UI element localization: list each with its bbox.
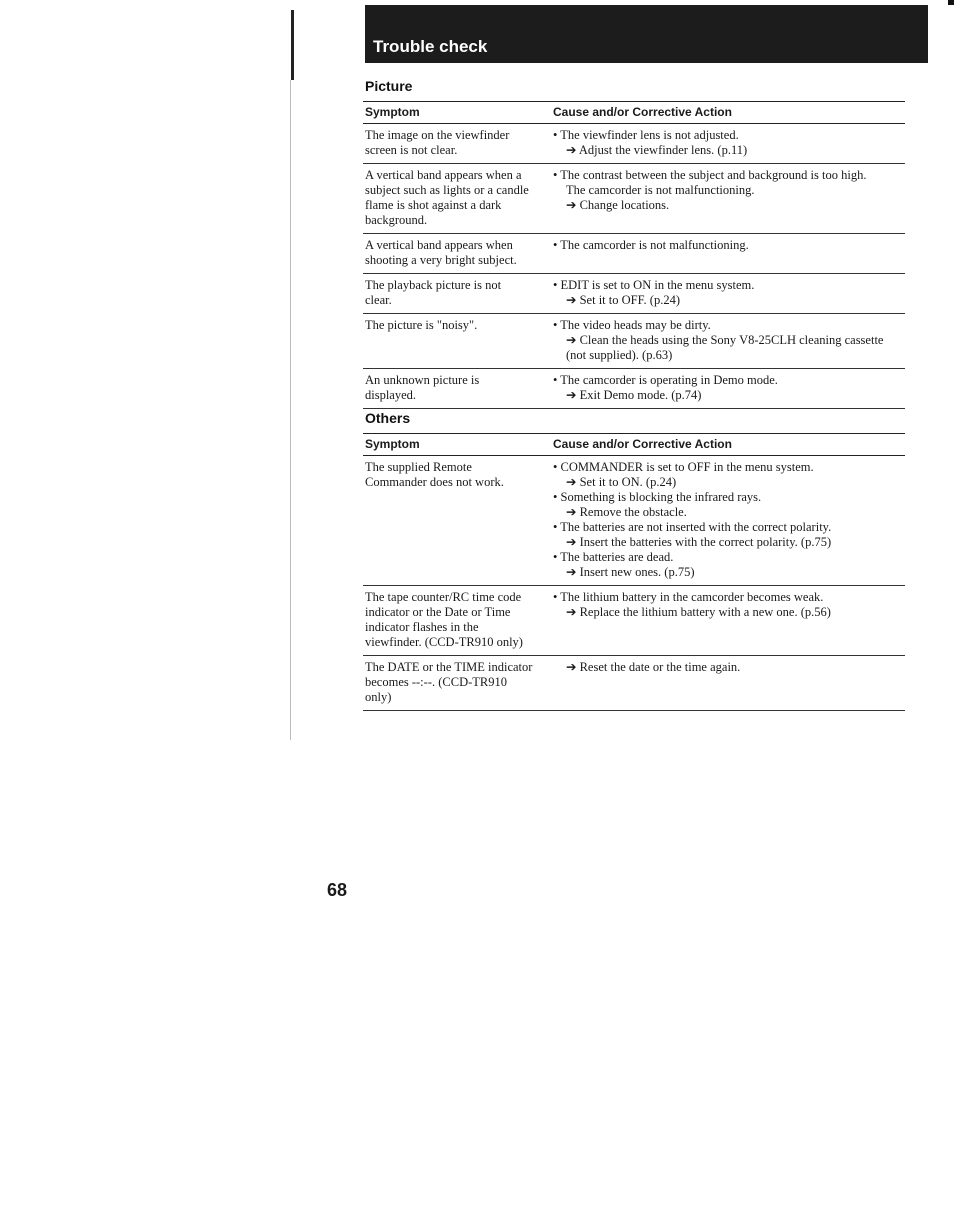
symptom-line: clear. <box>365 293 392 307</box>
corrective-action-line: ➔ Set it to OFF. (p.24) <box>566 293 680 307</box>
symptom-line: The image on the viewfinder <box>365 128 510 142</box>
symptom-line: An unknown picture is <box>365 373 480 387</box>
symptom-line: The supplied Remote <box>365 460 472 474</box>
symptom-cell <box>363 314 551 369</box>
table-row <box>363 274 905 314</box>
symptom-line: displayed. <box>365 388 417 402</box>
cause-column-header: Cause and/or Corrective Action <box>551 102 905 124</box>
symptom-line: screen is not clear. <box>365 143 458 157</box>
table-row <box>363 234 905 274</box>
action-cell <box>551 234 905 274</box>
corrective-action-line: ➔ Insert the batteries with the correct polarity. (p.75) <box>566 535 832 549</box>
symptom-column-header: Symptom <box>363 102 551 124</box>
cause-line: • EDIT is set to ON in the menu system. <box>553 278 755 292</box>
symptom-line: becomes --:--. (CCD-TR910 <box>365 675 507 689</box>
action-cell <box>551 124 905 164</box>
corrective-action-line: ➔ Clean the heads using the Sony V8-25CLH cleaning cassette <box>566 333 884 347</box>
symptom-line: Commander does not work. <box>365 475 504 489</box>
symptom-line: indicator or the Date or Time <box>365 605 511 619</box>
corrective-action-line: ➔ Replace the lithium battery with a new one. (p.56) <box>566 605 831 619</box>
table-row <box>363 586 905 656</box>
picture-table-body <box>363 124 905 409</box>
symptom-line: background. <box>365 213 428 227</box>
cause-line: • The batteries are dead. <box>553 550 674 564</box>
corrective-action-line: ➔ Set it to ON. (p.24) <box>566 475 677 489</box>
symptom-cell <box>363 656 551 711</box>
others-table <box>363 433 905 711</box>
cause-line: • The video heads may be dirty. <box>553 318 711 332</box>
binding-shadow <box>290 80 291 740</box>
symptom-line: The tape counter/RC time code <box>365 590 522 604</box>
corrective-action-line: ➔ Exit Demo mode. (p.74) <box>566 388 702 402</box>
symptom-cell <box>363 456 551 586</box>
symptom-line: The playback picture is not <box>365 278 502 292</box>
symptom-cell <box>363 234 551 274</box>
cause-line: • Something is blocking the infrared rays. <box>553 490 762 504</box>
symptom-line: subject such as lights or a candle <box>365 183 529 197</box>
symptom-line: shooting a very bright subject. <box>365 253 517 267</box>
symptom-line: only) <box>365 690 392 704</box>
action-cell <box>551 586 905 656</box>
action-cell <box>551 274 905 314</box>
corrective-action-line: ➔ Insert new ones. (p.75) <box>566 565 695 579</box>
corrective-action-line: ➔ Adjust the viewfinder lens. (p.11) <box>566 143 748 157</box>
picture-table <box>363 101 905 409</box>
symptom-line: indicator flashes in the <box>365 620 479 634</box>
symptom-column-header: Symptom <box>363 434 551 456</box>
symptom-cell <box>363 586 551 656</box>
table-row <box>363 314 905 369</box>
table-row <box>363 369 905 409</box>
symptom-line: viewfinder. (CCD-TR910 only) <box>365 635 523 649</box>
section-heading-picture: Picture <box>365 78 413 94</box>
binding-edge <box>291 10 294 80</box>
table-row <box>363 656 905 711</box>
cause-line: • The viewfinder lens is not adjusted. <box>553 128 739 142</box>
table-row <box>363 456 905 586</box>
section-heading-others: Others <box>365 410 411 426</box>
symptom-line: The DATE or the TIME indicator <box>365 660 533 674</box>
symptom-cell <box>363 274 551 314</box>
cause-line: • The camcorder is not malfunctioning. <box>553 238 749 252</box>
symptom-line: A vertical band appears when <box>365 238 513 252</box>
page-title: Trouble check <box>373 37 488 56</box>
others-table-body <box>363 456 905 711</box>
symptom-cell <box>363 369 551 409</box>
edge-mark <box>948 0 954 5</box>
symptom-line: The picture is "noisy". <box>365 318 478 332</box>
cause-line: (not supplied). (p.63) <box>566 348 673 362</box>
cause-line: • The batteries are not inserted with the correct polarity. <box>553 520 832 534</box>
cause-line: • The lithium battery in the camcorder becomes weak. <box>553 590 824 604</box>
action-cell <box>551 314 905 369</box>
action-cell <box>551 456 905 586</box>
action-cell <box>551 656 905 711</box>
table-row <box>363 124 905 164</box>
corrective-action-line: ➔ Remove the obstacle. <box>566 505 687 519</box>
action-cell <box>551 369 905 409</box>
symptom-cell <box>363 124 551 164</box>
symptom-cell <box>363 164 551 234</box>
action-cell <box>551 164 905 234</box>
cause-line: • The contrast between the subject and background is too high. <box>553 168 867 182</box>
table-row <box>363 164 905 234</box>
cause-line: • COMMANDER is set to OFF in the menu system. <box>553 460 814 474</box>
cause-line: The camcorder is not malfunctioning. <box>566 183 755 197</box>
symptom-line: flame is shot against a dark <box>365 198 502 212</box>
symptom-line: A vertical band appears when a <box>365 168 522 182</box>
page-number: 68 <box>327 880 348 900</box>
corrective-action-line: ➔ Reset the date or the time again. <box>566 660 741 674</box>
cause-line: • The camcorder is operating in Demo mode. <box>553 373 778 387</box>
corrective-action-line: ➔ Change locations. <box>566 198 670 212</box>
cause-column-header: Cause and/or Corrective Action <box>551 434 905 456</box>
